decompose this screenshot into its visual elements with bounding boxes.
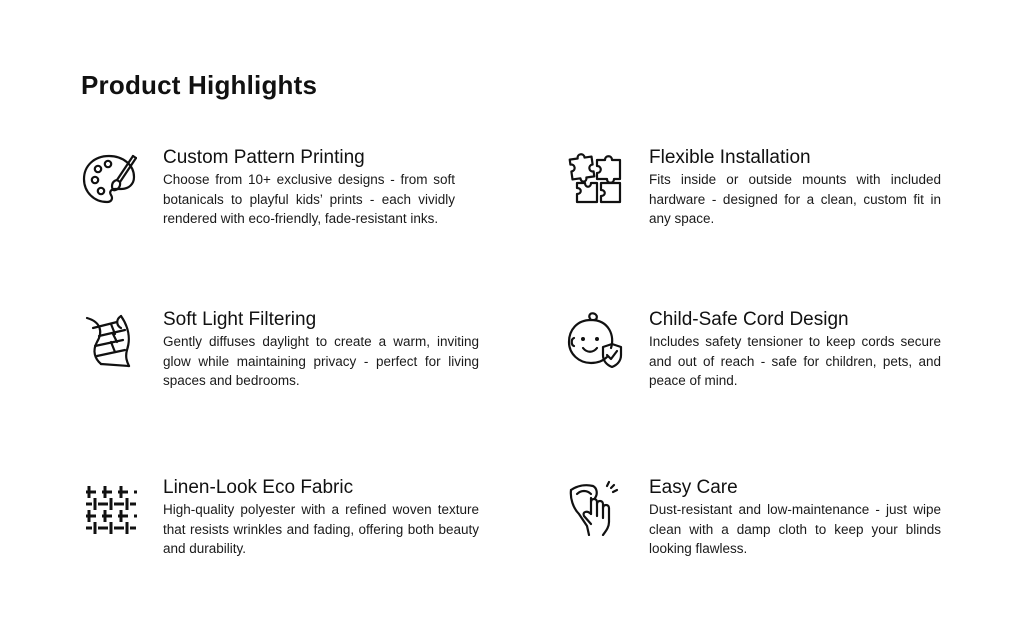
feature-description: High-quality polyester with a refined woven texture that resists wrinkles and fading, offering both beauty and durability.: [163, 502, 479, 556]
light-filtering-icon: [81, 312, 137, 368]
feature-description: Gently diffuses daylight to create a warm, inviting glow while maintaining privacy - perfect for living spaces and bedrooms.: [163, 334, 479, 388]
wiping-hand-icon: [567, 480, 623, 536]
baby-shield-icon: [567, 312, 623, 368]
feature-title: Custom Pattern Printing: [163, 147, 365, 168]
feature-title: Easy Care: [649, 477, 738, 498]
feature-title: Child-Safe Cord Design: [649, 309, 849, 330]
page-title: Product Highlights: [81, 70, 318, 100]
feature-description: Includes safety tensioner to keep cords secure and out of reach - safe for children, pets, and peace of mind.: [649, 334, 941, 388]
feature-description: Dust-resistant and low-maintenance - just wipe clean with a damp cloth to keep your blinds looking flawless.: [649, 502, 941, 556]
feature-title: Linen-Look Eco Fabric: [163, 477, 354, 498]
woven-fabric-icon: [81, 480, 137, 536]
palette-icon: [81, 150, 137, 206]
feature-description: Fits inside or outside mounts with included hardware - designed for a clean, custom fit in any space.: [649, 172, 941, 226]
feature-description: Choose from 10+ exclusive designs - from soft botanicals to playful kids’ prints - each vividly rendered with eco-friendly, fade-resistant inks.: [163, 172, 455, 226]
puzzle-icon: [567, 150, 623, 206]
feature-title: Flexible Installation: [649, 147, 811, 168]
feature-title: Soft Light Filtering: [163, 309, 317, 330]
